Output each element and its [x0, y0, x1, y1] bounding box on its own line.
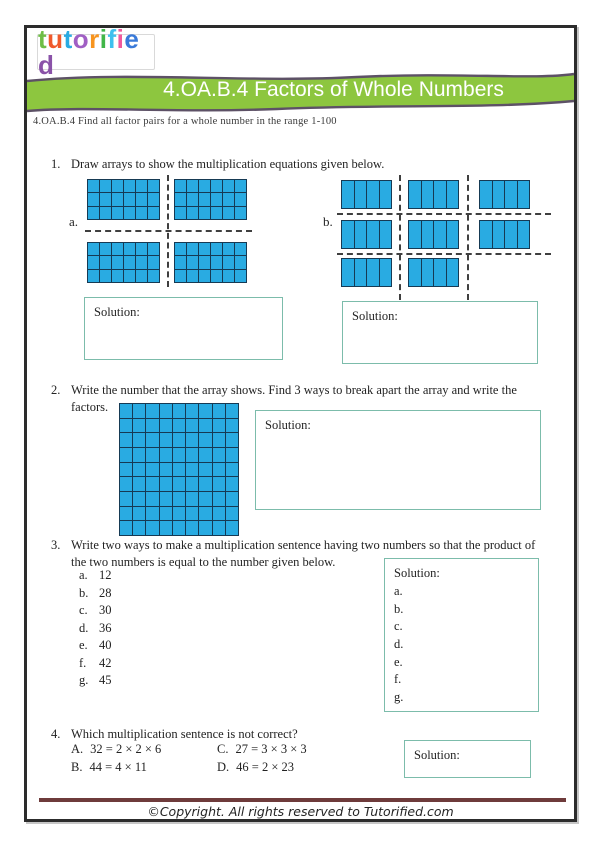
option-value: 32 = 2 × 2 × 6 — [90, 742, 162, 756]
solution-line-label: a. — [394, 584, 403, 598]
array-cell — [175, 256, 186, 268]
array-cell — [120, 521, 132, 535]
array-cell — [223, 193, 234, 205]
array-cell — [136, 207, 147, 219]
solution-box-3 — [384, 558, 539, 712]
array-block-b4 — [341, 220, 392, 249]
array-cell — [505, 181, 517, 208]
array-cell — [226, 477, 238, 491]
array-cell — [199, 243, 210, 255]
array-cell — [213, 521, 225, 535]
array-cell — [146, 448, 158, 462]
array-cell — [226, 433, 238, 447]
array-cell — [211, 180, 222, 192]
array-cell — [112, 256, 123, 268]
solution-label: Solution: — [414, 748, 460, 762]
array-cell — [146, 404, 158, 418]
array-cell — [235, 243, 246, 255]
list-item — [79, 673, 112, 691]
array-cell — [518, 221, 530, 248]
array-cell — [120, 433, 132, 447]
array-cell — [480, 221, 492, 248]
array-cell — [447, 259, 459, 286]
array-cell — [235, 207, 246, 219]
item-label: g. — [79, 673, 89, 687]
option-label: D. — [217, 760, 230, 774]
list-item — [79, 656, 112, 674]
array-cell — [199, 433, 211, 447]
footer-divider — [39, 798, 566, 802]
option-value: 27 = 3 × 3 × 3 — [235, 742, 307, 756]
array-cell — [173, 477, 185, 491]
array-cell — [160, 463, 172, 477]
array-cell — [100, 207, 111, 219]
array-cell — [199, 477, 211, 491]
logo-letter: r — [89, 25, 100, 54]
item-label: b. — [79, 585, 89, 600]
array-cell — [226, 521, 238, 535]
array-cell — [434, 181, 446, 208]
logo-letter: t — [38, 25, 48, 54]
solution-box-4 — [404, 740, 531, 778]
list-item — [79, 586, 112, 604]
array-cell — [199, 193, 210, 205]
array-cell — [211, 270, 222, 282]
array-cell — [173, 463, 185, 477]
option-value: 46 = 2 × 23 — [236, 760, 295, 774]
item-value: 36 — [99, 620, 112, 635]
array-cell — [133, 521, 145, 535]
array-cell — [235, 270, 246, 282]
array-cell — [148, 180, 159, 192]
array-cell — [505, 221, 517, 248]
array-cell — [146, 463, 158, 477]
array-cell — [223, 270, 234, 282]
question-2-number: 2. — [51, 383, 61, 397]
question-3-prompt-line2: the two numbers is equal to the number given below. — [71, 555, 336, 569]
array-cell — [199, 180, 210, 192]
array-cell — [213, 404, 225, 418]
array-cell — [160, 419, 172, 433]
array-cell — [199, 492, 211, 506]
array-cell — [187, 193, 198, 205]
array-cell — [422, 221, 434, 248]
array-cell — [342, 221, 354, 248]
array-cell — [211, 193, 222, 205]
question-3-prompt: Write two ways to make a multiplication sentence having two numbers so that the product of — [71, 538, 536, 552]
array-cell — [146, 477, 158, 491]
dashed-divider-horizontal-b2 — [337, 253, 551, 255]
array-cell — [199, 270, 210, 282]
array-cell — [447, 221, 459, 248]
array-cell — [133, 463, 145, 477]
array-cell — [136, 193, 147, 205]
array-cell — [226, 463, 238, 477]
array-cell — [88, 243, 99, 255]
array-cell — [480, 181, 492, 208]
array-cell — [493, 181, 505, 208]
question-2-prompt-line2: factors. — [71, 400, 109, 414]
array-cell — [367, 181, 379, 208]
item-value: 40 — [99, 638, 112, 652]
array-cell — [100, 180, 111, 192]
solution-line-label: c. — [394, 619, 403, 634]
solution-label: Solution: — [394, 566, 440, 580]
copyright-text: ©Copyright. All rights reserved to Tutorified.com — [147, 804, 454, 819]
array-cell — [133, 492, 145, 506]
array-cell — [422, 259, 434, 286]
array-cell — [100, 193, 111, 205]
array-grid-a4 — [174, 242, 247, 283]
array-cell — [120, 419, 132, 433]
option-label: C. — [217, 742, 229, 756]
dashed-divider-vertical-b1 — [399, 175, 401, 300]
array-cell — [226, 448, 238, 462]
array-block-b1 — [341, 180, 392, 209]
worksheet-page — [24, 25, 577, 822]
array-cell — [187, 270, 198, 282]
array-cell — [223, 180, 234, 192]
array-cell — [148, 256, 159, 268]
array-cell — [160, 507, 172, 521]
array-cell — [380, 181, 392, 208]
array-cell — [173, 419, 185, 433]
array-cell — [422, 181, 434, 208]
solution-label: Solution: — [352, 309, 398, 323]
item-label: a. — [79, 568, 88, 582]
item-label: f. — [79, 655, 87, 670]
array-cell — [100, 256, 111, 268]
array-cell — [88, 180, 99, 192]
array-cell — [186, 507, 198, 521]
list-item — [79, 603, 112, 621]
array-cell — [88, 270, 99, 282]
array-cell — [173, 507, 185, 521]
array-cell — [133, 433, 145, 447]
question-4-options — [71, 742, 307, 775]
array-cell — [186, 433, 198, 447]
solution-label: Solution: — [265, 418, 311, 432]
array-cell — [199, 207, 210, 219]
title-banner — [27, 67, 574, 113]
logo-letter: e — [124, 25, 140, 54]
solution-line-label: e. — [394, 654, 403, 669]
array-cell — [213, 507, 225, 521]
option-label: B. — [71, 760, 83, 774]
page-title: 4.OA.B.4 Factors of Whole Numbers — [163, 78, 504, 101]
array-cell — [409, 181, 421, 208]
array-block-b3 — [479, 180, 530, 209]
array-cell — [355, 181, 367, 208]
logo-letter: i — [116, 25, 125, 54]
array-cell — [342, 259, 354, 286]
item-label: e. — [79, 638, 88, 652]
answer-option — [217, 742, 307, 757]
question-3-number: 3. — [51, 538, 61, 552]
array-cell — [235, 193, 246, 205]
solution-answer-lines — [385, 581, 538, 708]
array-cell — [199, 463, 211, 477]
array-cell — [211, 256, 222, 268]
array-cell — [199, 507, 211, 521]
array-cell — [124, 207, 135, 219]
array-cell — [342, 181, 354, 208]
answer-option — [71, 760, 217, 775]
question-3-list — [79, 568, 112, 691]
array-cell — [146, 507, 158, 521]
question-1-prompt: Draw arrays to show the multiplication equations given below. — [71, 157, 385, 171]
array-cell — [88, 256, 99, 268]
array-cell — [160, 404, 172, 418]
answer-option — [71, 742, 217, 757]
array-cell — [213, 463, 225, 477]
array-cell — [213, 448, 225, 462]
part-a-label: a. — [69, 214, 79, 229]
solution-box-1a — [84, 297, 283, 360]
array-cell — [187, 256, 198, 268]
array-cell — [88, 193, 99, 205]
array-cell — [173, 433, 185, 447]
array-cell — [146, 521, 158, 535]
standard-description: 4.OA.B.4 Find all factor pairs for a whole number in the range 1-100 — [33, 116, 337, 127]
array-block-b2 — [408, 180, 459, 209]
array-cell — [136, 180, 147, 192]
dashed-divider-horizontal-b1 — [337, 213, 551, 215]
array-cell — [120, 492, 132, 506]
option-value: 44 = 4 × 11 — [89, 760, 147, 774]
array-cell — [136, 243, 147, 255]
array-grid-a3 — [87, 242, 160, 283]
logo-letter: o — [72, 25, 90, 54]
array-cell — [133, 477, 145, 491]
array-cell — [120, 507, 132, 521]
array-cell — [136, 256, 147, 268]
array-cell — [133, 448, 145, 462]
array-cell — [133, 404, 145, 418]
array-cell — [213, 419, 225, 433]
array-cell — [120, 404, 132, 418]
array-cell — [226, 492, 238, 506]
array-cell — [100, 270, 111, 282]
array-cell — [120, 477, 132, 491]
array-cell — [88, 207, 99, 219]
array-cell — [199, 448, 211, 462]
array-cell — [148, 243, 159, 255]
array-cell — [186, 404, 198, 418]
array-block-b8 — [408, 258, 459, 287]
array-cell — [100, 243, 111, 255]
array-cell — [112, 243, 123, 255]
array-cell — [409, 221, 421, 248]
array-cell — [199, 404, 211, 418]
array-cell — [173, 448, 185, 462]
logo-letter: f — [107, 25, 117, 54]
array-cell — [160, 521, 172, 535]
question-4-prompt: Which multiplication sentence is not correct? — [71, 727, 298, 741]
array-cell — [211, 243, 222, 255]
array-cell — [112, 270, 123, 282]
array-cell — [160, 448, 172, 462]
array-cell — [148, 270, 159, 282]
array-cell — [355, 221, 367, 248]
array-cell — [173, 492, 185, 506]
array-cell — [213, 477, 225, 491]
array-cell — [213, 492, 225, 506]
logo-letter: u — [47, 25, 64, 54]
array-cell — [160, 477, 172, 491]
part-b-label: b. — [323, 214, 333, 229]
array-cell — [175, 193, 186, 205]
array-cell — [186, 521, 198, 535]
dashed-divider-vertical-b2 — [467, 175, 469, 300]
array-cell — [133, 507, 145, 521]
array-cell — [175, 243, 186, 255]
array-cell — [199, 521, 211, 535]
list-item — [79, 638, 112, 656]
array-cell — [175, 270, 186, 282]
array-cell — [124, 243, 135, 255]
array-cell — [112, 207, 123, 219]
array-grid-a2 — [174, 179, 247, 220]
array-cell — [226, 507, 238, 521]
option-label: A. — [71, 742, 84, 756]
array-cell — [186, 419, 198, 433]
array-cell — [124, 180, 135, 192]
array-cell — [136, 270, 147, 282]
array-cell — [146, 492, 158, 506]
array-cell — [434, 259, 446, 286]
logo-letter: d — [38, 50, 55, 80]
question-2-prompt: Write the number that the array shows. Find 3 ways to break apart the array and write the — [71, 383, 517, 397]
array-cell — [146, 433, 158, 447]
tutorified-logo — [37, 25, 155, 80]
array-cell — [146, 419, 158, 433]
array-cell — [120, 448, 132, 462]
solution-line-label: d. — [394, 637, 404, 652]
array-cell — [186, 448, 198, 462]
array-cell — [235, 180, 246, 192]
array-block-b5 — [408, 220, 459, 249]
array-block-b6 — [479, 220, 530, 249]
solution-box-1b — [342, 301, 538, 364]
array-cell — [148, 193, 159, 205]
item-value: 30 — [99, 603, 112, 617]
array-cell — [120, 463, 132, 477]
solution-line-label: f. — [394, 672, 402, 687]
solution-box-2 — [255, 410, 541, 510]
array-cell — [112, 193, 123, 205]
solution-line-label: g. — [394, 690, 404, 705]
item-label: d. — [79, 620, 89, 635]
array-cell — [226, 404, 238, 418]
item-value: 42 — [99, 655, 112, 670]
array-cell — [223, 207, 234, 219]
list-item — [79, 568, 112, 586]
array-cell — [367, 259, 379, 286]
array-grid-a1 — [87, 179, 160, 220]
array-cell — [187, 207, 198, 219]
item-value: 12 — [99, 568, 112, 582]
array-cell — [124, 193, 135, 205]
array-cell — [235, 256, 246, 268]
array-cell — [160, 492, 172, 506]
array-cell — [173, 521, 185, 535]
array-cell — [175, 180, 186, 192]
solution-line-label: b. — [394, 601, 404, 616]
question-4-number: 4. — [51, 727, 61, 741]
array-grid-q2 — [119, 403, 239, 536]
array-cell — [187, 243, 198, 255]
question-1 — [51, 157, 384, 172]
array-cell — [112, 180, 123, 192]
array-cell — [199, 419, 211, 433]
array-cell — [160, 433, 172, 447]
array-cell — [186, 477, 198, 491]
question-4 — [51, 727, 298, 742]
array-cell — [148, 207, 159, 219]
array-block-b7 — [341, 258, 392, 287]
array-cell — [380, 259, 392, 286]
array-cell — [223, 243, 234, 255]
array-cell — [518, 181, 530, 208]
question-1-number: 1. — [51, 157, 61, 171]
logo-letter: i — [99, 25, 108, 54]
array-cell — [367, 221, 379, 248]
array-cell — [223, 256, 234, 268]
array-cell — [380, 221, 392, 248]
array-cell — [124, 256, 135, 268]
array-cell — [355, 259, 367, 286]
item-value: 45 — [99, 673, 112, 687]
list-item — [79, 621, 112, 639]
array-cell — [175, 207, 186, 219]
dashed-divider-horizontal-a — [85, 230, 252, 232]
item-label: c. — [79, 603, 88, 617]
array-cell — [124, 270, 135, 282]
array-cell — [187, 180, 198, 192]
array-cell — [447, 181, 459, 208]
array-cell — [199, 256, 210, 268]
array-cell — [226, 419, 238, 433]
array-cell — [186, 492, 198, 506]
array-cell — [409, 259, 421, 286]
array-cell — [213, 433, 225, 447]
array-cell — [133, 419, 145, 433]
solution-label: Solution: — [94, 305, 140, 319]
answer-option — [217, 760, 307, 775]
array-cell — [173, 404, 185, 418]
question-2 — [51, 383, 517, 398]
array-cell — [493, 221, 505, 248]
logo-letter: t — [63, 25, 73, 54]
array-cell — [186, 463, 198, 477]
question-3 — [51, 538, 535, 553]
array-cell — [211, 207, 222, 219]
array-cell — [434, 221, 446, 248]
item-value: 28 — [99, 585, 112, 600]
